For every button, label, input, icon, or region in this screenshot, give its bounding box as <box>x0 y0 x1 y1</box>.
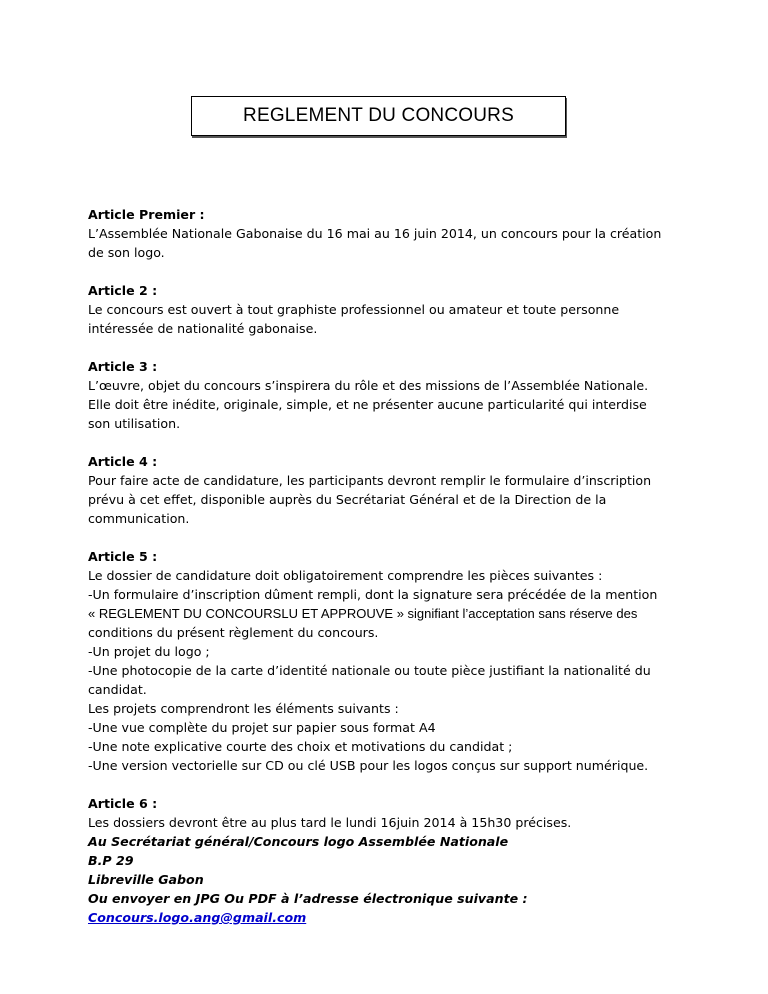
title-box <box>191 96 566 136</box>
email-link[interactable]: Concours.logo.ang@gmail.com <box>88 910 307 925</box>
article-2 <box>88 281 688 338</box>
article-text-line: -Une photocopie de la carte d’identité nationale ou toute pièce justifiant la nationalité du <box>88 663 651 678</box>
article-text-line: candidat. <box>88 682 147 697</box>
article-heading: Article 2 : <box>88 283 158 298</box>
article-text-line: Les dossiers devront être au plus tard le lundi 16juin 2014 à 15h30 précises. <box>88 815 572 830</box>
article-6 <box>88 794 688 927</box>
article-text-line: -Un formulaire d’inscription dûment rempli, dont la signature sera précédée de la mention <box>88 587 658 602</box>
article-text-line: L’Assemblée Nationale Gabonaise du 16 mai au 16 juin 2014, un concours pour la création <box>88 226 662 241</box>
article-text-line: conditions du présent règlement du concours. <box>88 625 379 640</box>
article-text-line: « REGLEMENT DU CONCOURSLU ET APPROUVE » signifiant l’acceptation sans réserve des <box>88 606 638 621</box>
address-line: Ou envoyer en JPG Ou PDF à l’adresse électronique suivante : <box>88 891 528 906</box>
article-text-line: intéressée de nationalité gabonaise. <box>88 321 318 336</box>
article-text-line: Le concours est ouvert à tout graphiste professionnel ou amateur et toute personne <box>88 302 620 317</box>
article-3 <box>88 357 688 433</box>
article-text-line: L’œuvre, objet du concours s’inspirera du rôle et des missions de l’Assemblée Nationale. <box>88 378 649 393</box>
article-1 <box>88 205 688 262</box>
address-line: Libreville Gabon <box>88 872 204 887</box>
article-text-line: Le dossier de candidature doit obligatoirement comprendre les pièces suivantes : <box>88 568 603 583</box>
address-line: B.P 29 <box>88 853 134 868</box>
article-text-line: de son logo. <box>88 245 165 260</box>
article-text-line: -Un projet du logo ; <box>88 644 210 659</box>
article-4 <box>88 452 688 528</box>
article-text-line: prévu à cet effet, disponible auprès du Secrétariat Général et de la Direction de la <box>88 492 607 507</box>
article-heading: Article 4 : <box>88 454 158 469</box>
article-text-line: -Une vue complète du projet sur papier sous format A4 <box>88 720 436 735</box>
address-line: Au Secrétariat général/Concours logo Assemblée Nationale <box>88 834 509 849</box>
article-text-line: -Une note explicative courte des choix et motivations du candidat ; <box>88 739 513 754</box>
article-text-line: Pour faire acte de candidature, les participants devront remplir le formulaire d’inscription <box>88 473 652 488</box>
article-heading: Article Premier : <box>88 207 205 222</box>
article-heading: Article 6 : <box>88 796 158 811</box>
article-5 <box>88 547 688 775</box>
article-text-line: -Une version vectorielle sur CD ou clé USB pour les logos conçus sur support numérique. <box>88 758 649 773</box>
article-text-line: Elle doit être inédite, originale, simple, et ne présenter aucune particularité qui interdise <box>88 397 647 412</box>
article-heading: Article 3 : <box>88 359 158 374</box>
document-body <box>88 205 688 946</box>
document-title: REGLEMENT DU CONCOURS <box>243 105 514 126</box>
article-text-line: son utilisation. <box>88 416 181 431</box>
article-text-line: Les projets comprendront les éléments suivants : <box>88 701 399 716</box>
article-text-line: communication. <box>88 511 190 526</box>
article-heading: Article 5 : <box>88 549 158 564</box>
